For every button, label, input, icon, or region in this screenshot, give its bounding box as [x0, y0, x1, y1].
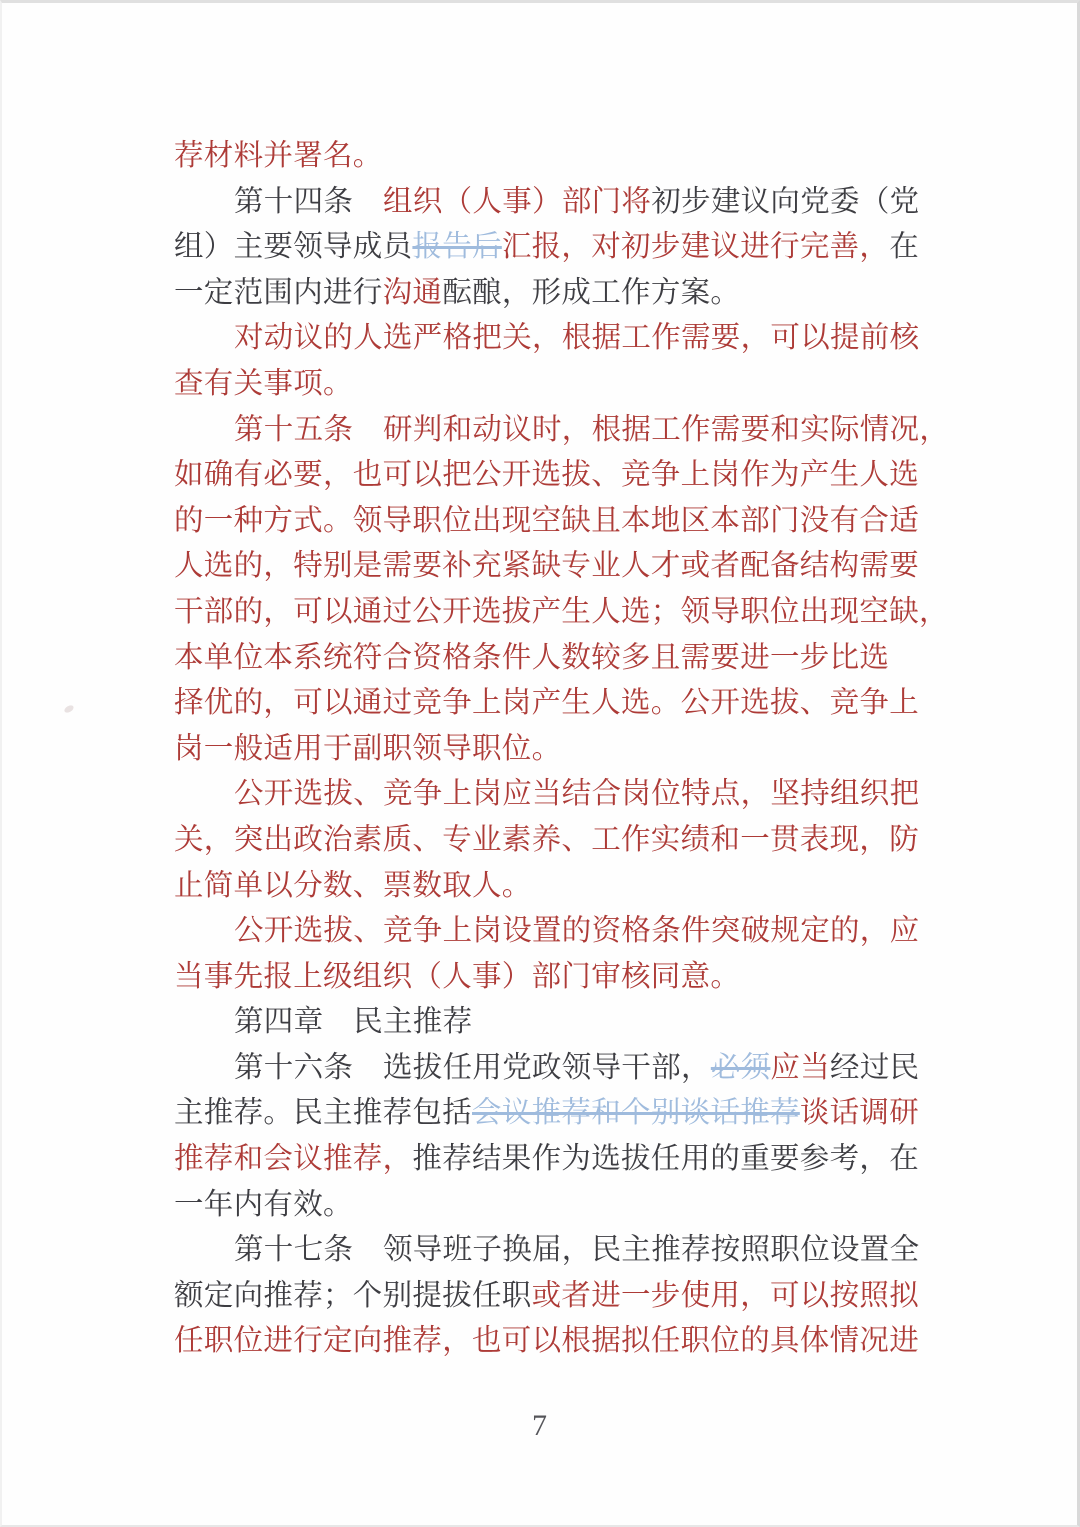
text-line — [174, 544, 944, 590]
revision-inserted-text: 汇报，对初步建议进行完善， — [501, 231, 890, 264]
revision-inserted-text: 择优的，可以通过竞争上岗产生人选。公开选拔、竞争上 — [174, 687, 920, 720]
original-text: 一定范围内进行 — [174, 276, 383, 309]
text-line — [174, 1137, 944, 1183]
original-text: 经过民 — [830, 1051, 920, 1084]
text-line — [174, 499, 944, 545]
revision-deleted-text: 必须 — [710, 1051, 771, 1084]
revision-inserted-text: 组织（人事）部门将 — [383, 185, 652, 218]
revision-inserted-text: 查有关事项。 — [174, 367, 353, 400]
revision-inserted-text: 公开选拔、竞争上岗设置的资格条件突破规定的，应 — [234, 915, 920, 948]
revision-inserted-text: 谈话调研 — [799, 1097, 920, 1130]
revision-inserted-text: 对动议的人选严格把关，根据工作需要，可以提前核 — [234, 322, 920, 355]
text-line — [174, 1091, 944, 1137]
text-line — [174, 636, 944, 682]
revision-deleted-text: 报告后 — [412, 231, 502, 264]
text-line — [174, 225, 944, 271]
text-line — [174, 1183, 944, 1229]
text-line — [174, 727, 944, 773]
text-line — [174, 453, 944, 499]
revision-inserted-text: 如确有必要，也可以把公开选拔、竞争上岗作为产生人选 — [174, 459, 920, 492]
revision-inserted-text: 干部的，可以通过公开选拔产生人选；领导职位出现空缺， — [174, 595, 949, 628]
text-line — [174, 864, 944, 910]
revision-inserted-text: 本单位本系统符合资格条件人数较多且需要进一步比选 — [174, 641, 890, 674]
original-text: 主推荐。民主推荐包括 — [174, 1097, 473, 1130]
text-line — [174, 818, 944, 864]
text-line — [174, 1000, 944, 1046]
revision-inserted-text: 荐材料并署名。 — [174, 140, 383, 172]
scan-artifact-speck — [63, 704, 75, 714]
text-line — [174, 909, 944, 955]
revision-inserted-text: 公开选拔、竞争上岗应当结合岗位特点，坚持组织把 — [234, 778, 920, 811]
text-line — [174, 1319, 944, 1365]
original-text: 酝酿，形成工作方案。 — [442, 276, 741, 309]
original-text: 第十六条 选拔任用党政领导干部， — [234, 1051, 711, 1084]
text-line — [174, 590, 949, 636]
text-line — [174, 271, 944, 317]
original-text: 在 — [889, 231, 920, 264]
text-line — [174, 1274, 944, 1320]
revision-inserted-text: 或者进一步使用，可以按照拟 — [531, 1279, 920, 1312]
original-text: 初步建议向党委（党 — [651, 185, 920, 218]
text-line — [174, 955, 944, 1001]
original-text: 第四章 民主推荐 — [234, 1006, 473, 1039]
revision-inserted-text: 关，突出政治素质、专业素养、工作实绩和一贯表现，防 — [174, 823, 920, 856]
original-text: 额定向推荐；个别提拔任职 — [174, 1279, 532, 1312]
revision-inserted-text: 沟通 — [382, 276, 443, 309]
revision-inserted-text: 人选的，特别是需要补充紧缺专业人才或者配备结构需要 — [174, 550, 920, 583]
original-text: 组）主要领导成员 — [174, 231, 413, 264]
revision-inserted-text: 任职位进行定向推荐，也可以根据拟任职位的具体情况进 — [174, 1325, 920, 1358]
text-line — [174, 408, 950, 454]
revision-inserted-text: 推荐和会议推荐， — [174, 1143, 413, 1176]
revision-inserted-text: 当事先报上级组织（人事）部门审核同意。 — [174, 960, 741, 993]
text-line — [174, 362, 944, 408]
revision-inserted-text: 止简单以分数、票数取人。 — [174, 869, 532, 902]
text-line — [174, 316, 944, 362]
original-text: 推荐结果作为选拔任用的重要参考，在 — [412, 1143, 920, 1176]
revision-inserted-text: 岗一般适用于副职领导职位。 — [174, 732, 562, 765]
text-line — [174, 772, 944, 818]
revision-deleted-text: 会议推荐和个别谈话推荐 — [472, 1097, 800, 1130]
revision-inserted-text: 第十五条 研判和动议时，根据工作需要和实际情况， — [234, 413, 950, 446]
text-line — [174, 1046, 944, 1092]
original-text: 一年内有效。 — [174, 1188, 353, 1221]
original-text: 第十四条 — [234, 185, 384, 218]
text-line — [174, 1228, 944, 1274]
original-text: 第十七条 领导班子换届，民主推荐按照职位设置全 — [234, 1234, 920, 1267]
text-line — [174, 134, 944, 180]
page-number: 7 — [532, 1409, 547, 1442]
text-line — [174, 180, 944, 226]
revision-inserted-text: 的一种方式。领导职位出现空缺且本地区本部门没有合适 — [174, 504, 920, 537]
text-line — [174, 681, 944, 727]
revision-inserted-text: 应当 — [770, 1051, 831, 1084]
document-text-block — [174, 134, 950, 1365]
